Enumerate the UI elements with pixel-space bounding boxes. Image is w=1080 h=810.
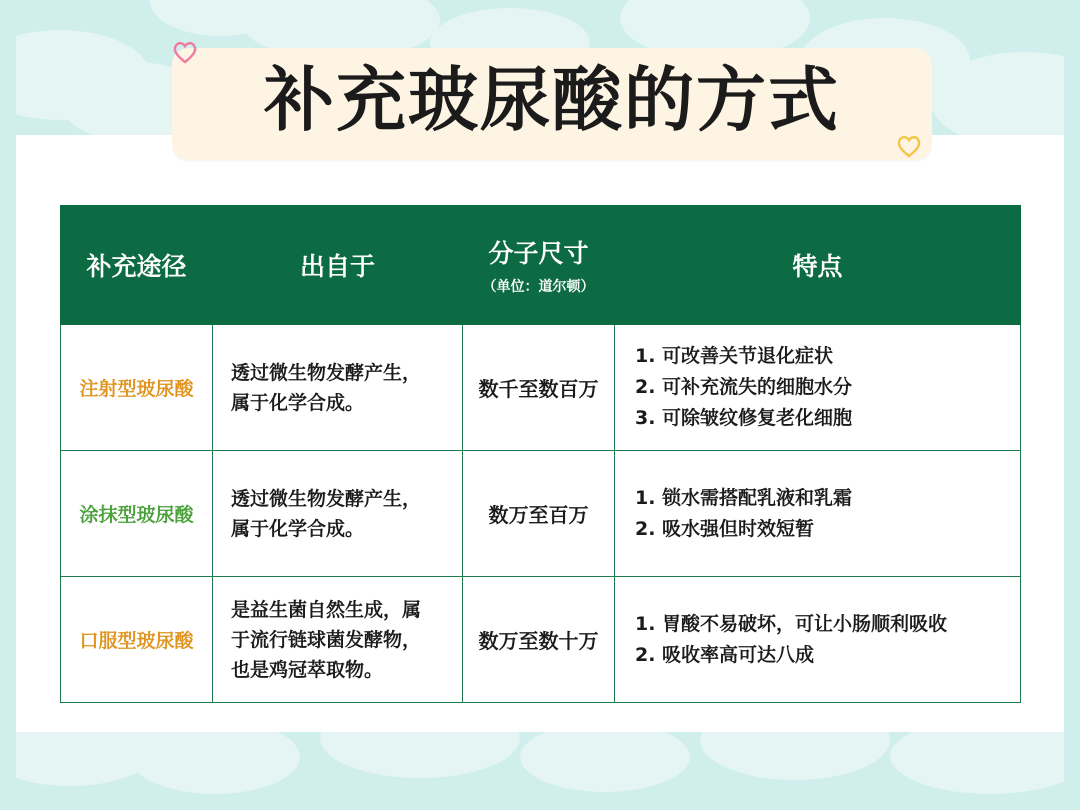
table-header-row xyxy=(61,206,1021,325)
column-header-features-label: 特点 xyxy=(792,252,843,281)
column-header-source xyxy=(213,206,463,325)
feature-line: 2. 可补充流失的细胞水分 xyxy=(635,376,853,398)
column-header-features xyxy=(615,206,1021,325)
left-edge-strip xyxy=(0,0,16,810)
column-header-route xyxy=(61,206,213,325)
cell-size: 数千至数百万 xyxy=(463,325,615,451)
table-row xyxy=(61,451,1021,577)
source-line: 是益生菌自然生成，属 xyxy=(231,598,422,621)
heart-icon xyxy=(172,40,198,64)
source-line: 透过微生物发酵产生， xyxy=(231,487,422,510)
cell-source xyxy=(213,577,463,703)
source-line: 属于化学合成。 xyxy=(231,517,365,540)
heart-icon xyxy=(896,134,922,158)
bottom-decorative-band xyxy=(0,732,1080,810)
cell-size: 数万至数十万 xyxy=(463,577,615,703)
cell-features xyxy=(615,577,1021,703)
cell-features xyxy=(615,451,1021,577)
source-line: 属于化学合成。 xyxy=(231,391,365,414)
source-line: 于流行链球菌发酵物， xyxy=(231,628,422,651)
table-header xyxy=(61,206,1021,325)
column-header-size xyxy=(463,206,615,325)
right-edge-strip xyxy=(1064,0,1080,810)
source-line: 也是鸡冠萃取物。 xyxy=(231,658,384,681)
source-line: 透过微生物发酵产生， xyxy=(231,361,422,384)
table-row xyxy=(61,577,1021,703)
cell-size: 数万至百万 xyxy=(463,451,615,577)
column-header-route-label: 补充途径 xyxy=(86,252,187,281)
feature-line: 3. 可除皱纹修复老化细胞 xyxy=(635,407,853,429)
column-header-source-label: 出自于 xyxy=(299,252,375,281)
feature-line: 1. 胃酸不易破坏，可让小肠顺利吸收 xyxy=(635,612,948,635)
cell-route: 注射型玻尿酸 xyxy=(61,325,213,451)
column-header-size-sublabel: （单位：道尔顿） xyxy=(482,279,595,295)
cell-source xyxy=(213,325,463,451)
feature-line: 1. 可改善关节退化症状 xyxy=(635,345,834,367)
page-title: 补充玻尿酸的方式 xyxy=(264,59,840,141)
table-row xyxy=(61,325,1021,451)
feature-line: 1. 锁水需搭配乳液和乳霜 xyxy=(635,486,853,509)
cell-features xyxy=(615,325,1021,451)
comparison-table xyxy=(60,205,1021,703)
cell-source xyxy=(213,451,463,577)
cell-route: 涂抹型玻尿酸 xyxy=(61,451,213,577)
cell-route: 口服型玻尿酸 xyxy=(61,577,213,703)
feature-line: 2. 吸水强但时效短暂 xyxy=(635,517,815,540)
comparison-table-wrapper xyxy=(60,205,1020,703)
column-header-size-label: 分子尺寸 xyxy=(488,239,589,268)
feature-line: 2. 吸收率高可达八成 xyxy=(635,643,815,666)
table-body xyxy=(61,325,1021,703)
